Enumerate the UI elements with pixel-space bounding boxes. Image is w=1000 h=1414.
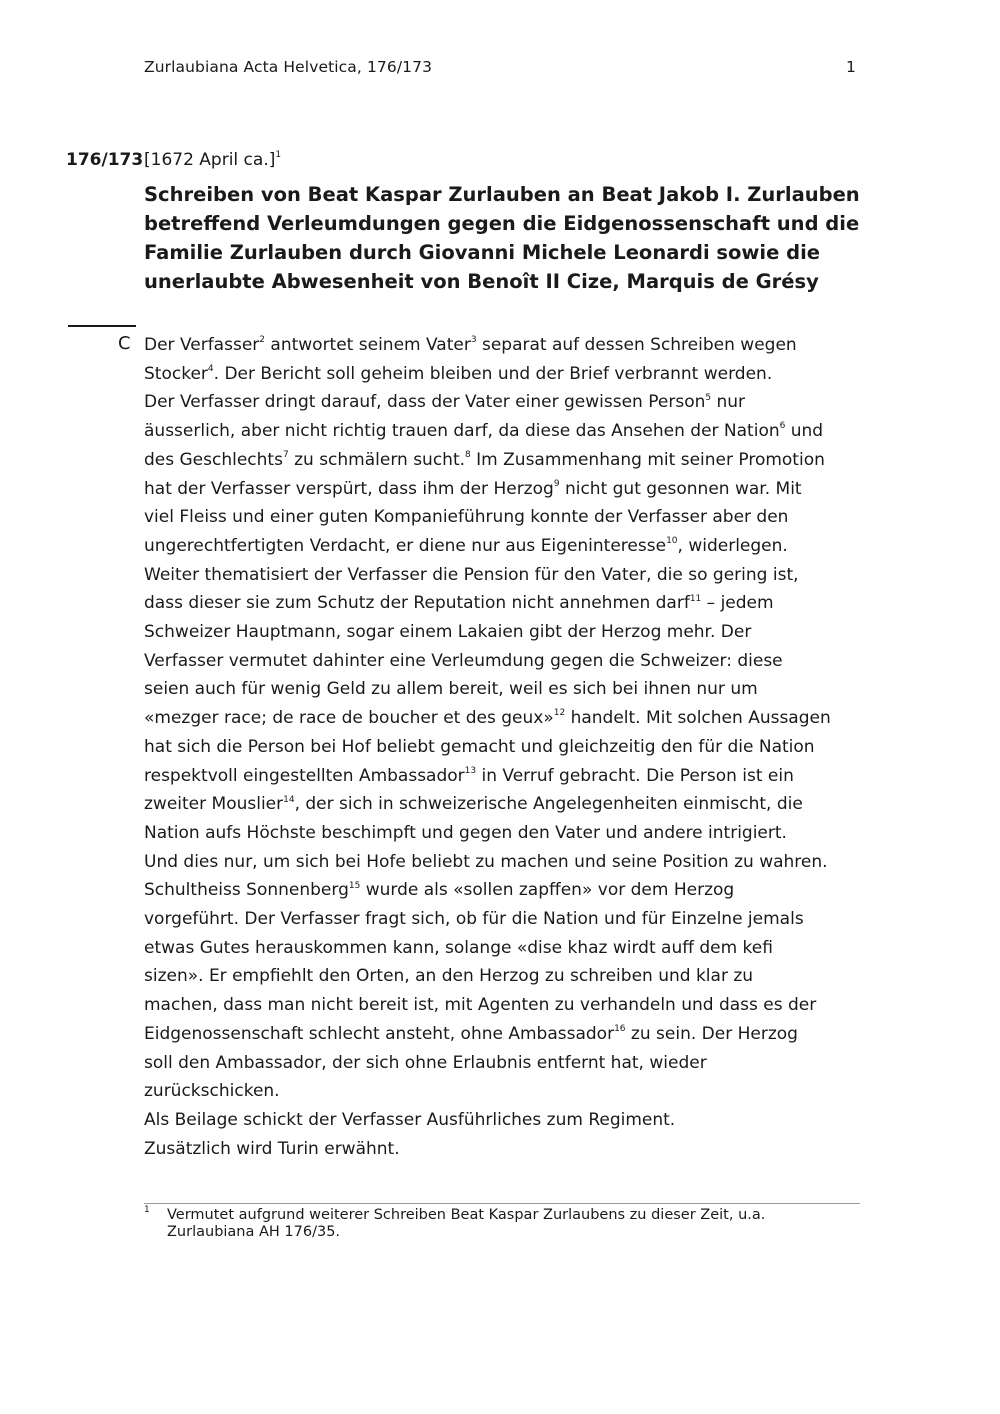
body-text-segment: zu sein. Der Herzog xyxy=(625,1023,798,1044)
body-line xyxy=(144,962,874,991)
body-line xyxy=(144,360,874,389)
footnote-reference[interactable]: 13 xyxy=(464,765,477,776)
body-text-segment: Verfasser vermutet dahinter eine Verleumdung gegen die Schweizer: diese xyxy=(144,650,783,671)
body-text-segment: sizen». Er empfiehlt den Orten, an den Herzog zu schreiben und klar zu xyxy=(144,966,754,987)
body-text-segment: nur xyxy=(711,392,746,413)
body-line xyxy=(144,1135,874,1164)
body-text-segment: antwortet seinem Vater xyxy=(265,335,471,355)
body-text-segment: hat der Verfasser verspürt, dass ihm der Herzog xyxy=(144,478,554,499)
body-text-segment: vorgeführt. Der Verfasser fragt sich, ob für die Nation und für Einzelne jemals xyxy=(144,909,804,930)
body-text-segment: . Der Bericht soll geheim bleiben und der Brief verbrannt werden. xyxy=(213,363,773,384)
body-text-segment: Weiter thematisiert der Verfasser die Pension für den Vater, die so gering ist, xyxy=(144,564,799,585)
body-line xyxy=(144,762,874,791)
running-header-title: Zurlaubiana Acta Helvetica, 176/173 xyxy=(144,58,433,76)
body-line xyxy=(144,733,874,762)
body-line xyxy=(144,475,874,504)
footnote-reference[interactable]: 15 xyxy=(348,880,361,891)
footnote-reference[interactable]: 8 xyxy=(465,450,471,461)
body-text-segment: Als Beilage schickt der Verfasser Ausführliches zum Regiment. xyxy=(144,1109,676,1130)
footnote-reference[interactable]: 14 xyxy=(283,794,295,805)
body-text-segment: ungerechtfertigten Verdacht, er diene nur aus Eigeninteresse xyxy=(144,535,667,556)
footnote-reference[interactable]: 11 xyxy=(689,593,702,604)
body-line xyxy=(144,704,874,733)
body-line xyxy=(144,905,874,934)
body-text-segment: etwas Gutes herauskommen kann, solange «dise khaz wirdt auff dem kefi xyxy=(144,937,773,958)
body-text-segment: zweiter Mouslier xyxy=(144,794,284,815)
margin-letter: C xyxy=(118,333,131,354)
body-text-segment: Und dies nur, um sich bei Hofe beliebt zu machen und seine Position zu wahren. xyxy=(144,851,828,872)
body-line xyxy=(144,848,874,877)
title-line: betreffend Verleumdungen gegen die Eidgenossenschaft und die xyxy=(144,212,860,235)
body-text-segment: machen, dass man nicht bereit ist, mit Agenten zu verhandeln und dass es der xyxy=(144,995,817,1016)
footnote-line: Vermutet aufgrund weiterer Schreiben Beat Kaspar Zurlaubens zu dieser Zeit, u.a. xyxy=(167,1207,766,1223)
body-line xyxy=(144,790,874,819)
body-text-segment: Zusätzlich wird Turin erwähnt. xyxy=(144,1138,400,1159)
title-line: Schreiben von Beat Kaspar Zurlauben an Beat Jakob I. Zurlauben xyxy=(144,183,860,206)
footnote-reference[interactable]: 4 xyxy=(207,364,214,375)
body-line xyxy=(144,503,874,532)
footnote-mark: 1 xyxy=(144,1205,150,1215)
body-line xyxy=(144,446,874,475)
body-line xyxy=(144,417,874,446)
body-text-segment: in Verruf gebracht. Die Person ist ein xyxy=(476,765,794,786)
margin-rule xyxy=(68,325,136,327)
footnote-reference[interactable]: 2 xyxy=(259,335,265,346)
footnote-reference[interactable]: 12 xyxy=(553,708,566,719)
body-line xyxy=(144,1020,874,1049)
body-text-segment: viel Fleiss und einer guten Kompanieführung konnte der Verfasser aber den xyxy=(144,507,789,528)
summary-body xyxy=(144,331,874,1163)
body-text-segment: seien auch für wenig Geld zu allem bereit, weil es sich bei ihnen nur um xyxy=(144,679,758,700)
body-text-segment: – jedem xyxy=(701,593,774,614)
document-title xyxy=(144,180,864,296)
body-text-segment: Im Zusammenhang mit seiner Promotion xyxy=(470,449,825,470)
footnote-divider xyxy=(144,1203,860,1204)
footnote-reference[interactable]: 7 xyxy=(282,450,289,461)
body-text-segment: soll den Ambassador, der sich ohne Erlaubnis entfernt hat, wieder xyxy=(144,1052,707,1073)
body-line xyxy=(144,1106,874,1135)
body-text-segment: respektvoll eingestellten Ambassador xyxy=(144,765,465,786)
body-text-segment: und xyxy=(785,421,824,442)
body-text-segment: , widerlegen. xyxy=(677,535,788,556)
body-text-segment: wurde als «sollen zapffen» vor dem Herzog xyxy=(360,880,735,901)
footnote-reference[interactable]: 5 xyxy=(705,392,712,403)
body-line xyxy=(144,876,874,905)
body-line xyxy=(144,1077,874,1106)
document-number: 176/173 xyxy=(66,150,144,170)
body-text-segment: nicht gut gesonnen war. Mit xyxy=(559,478,802,499)
body-line xyxy=(144,647,874,676)
page-number: 1 xyxy=(846,58,856,76)
body-line xyxy=(144,561,874,590)
body-text-segment: Der Verfasser xyxy=(144,335,260,355)
body-line xyxy=(144,675,874,704)
footnote-reference[interactable]: 10 xyxy=(666,536,678,547)
body-line xyxy=(144,589,874,618)
body-text-segment: hat sich die Person bei Hof beliebt gemacht und gleichzeitig den für die Nation xyxy=(144,736,815,757)
body-line xyxy=(144,618,874,647)
footnote-reference[interactable]: 9 xyxy=(553,478,560,489)
body-line xyxy=(144,388,874,417)
body-text-segment: Stocker xyxy=(144,363,208,384)
body-line xyxy=(144,991,874,1020)
footnote-text xyxy=(167,1207,765,1241)
body-text-segment: , der sich in schweizerische Angelegenheiten einmischt, die xyxy=(294,794,803,815)
body-line xyxy=(144,532,874,561)
footnote-reference[interactable]: 1 xyxy=(275,150,282,161)
body-text-segment: «mezger race; de race de boucher et des geux» xyxy=(144,708,554,729)
document-date-text: [1672 April ca.] xyxy=(144,150,276,170)
body-text-segment: zurückschicken. xyxy=(144,1081,280,1102)
footnote-reference[interactable]: 6 xyxy=(779,421,786,432)
body-text-segment: dass dieser sie zum Schutz der Reputation nicht annehmen darf xyxy=(144,593,690,614)
body-text-segment: handelt. Mit solchen Aussagen xyxy=(565,708,831,729)
body-text-segment: Der Verfasser dringt darauf, dass der Vater einer gewissen Person xyxy=(144,392,706,413)
body-text-segment: separat auf dessen Schreiben wegen xyxy=(476,335,797,355)
body-text-segment: Schultheiss Sonnenberg xyxy=(144,880,349,901)
body-line xyxy=(144,934,874,963)
title-line: Familie Zurlauben durch Giovanni Michele Leonardi sowie die xyxy=(144,241,820,264)
body-line xyxy=(144,819,874,848)
body-text-segment: Nation aufs Höchste beschimpft und gegen den Vater und andere intrigiert. xyxy=(144,822,787,843)
body-text-segment: des Geschlechts xyxy=(144,449,283,470)
footnote-reference[interactable]: 16 xyxy=(614,1024,626,1035)
body-line xyxy=(144,331,874,360)
body-text-segment: Schweizer Hauptmann, sogar einem Lakaien gibt der Herzog mehr. Der xyxy=(144,622,752,643)
body-text-segment: äusserlich, aber nicht richtig trauen darf, da diese das Ansehen der Nation xyxy=(144,421,780,442)
footnote-line: Zurlaubiana AH 176/35. xyxy=(167,1224,341,1240)
document-date xyxy=(144,150,281,170)
body-line xyxy=(144,1049,874,1078)
title-line: unerlaubte Abwesenheit von Benoît II Cize, Marquis de Grésy xyxy=(144,270,819,293)
body-text-segment: zu schmälern sucht. xyxy=(288,449,466,470)
footnote-reference[interactable]: 3 xyxy=(470,335,477,346)
body-text-segment: Eidgenossenschaft schlecht ansteht, ohne Ambassador xyxy=(144,1023,615,1044)
